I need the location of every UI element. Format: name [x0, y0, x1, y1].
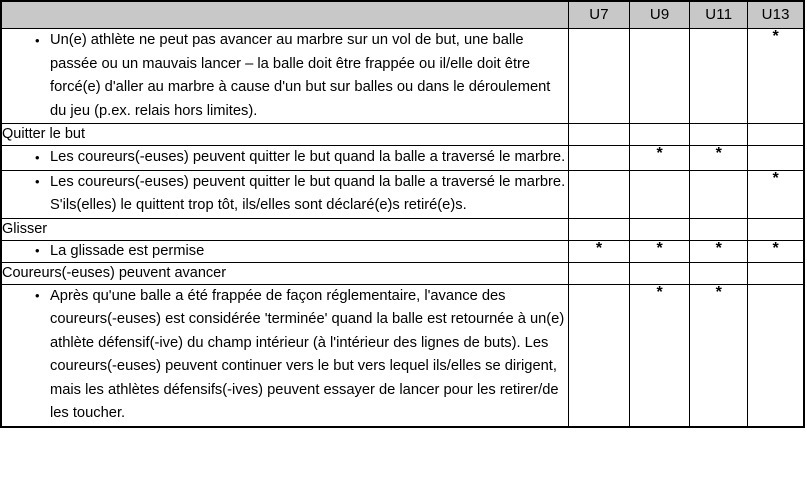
column-header-u11: U11	[690, 1, 748, 29]
mark-cell-u11	[690, 146, 748, 171]
bullet-list	[2, 29, 568, 123]
mark-cell-u9	[630, 146, 690, 171]
mark-cell-u7	[568, 240, 629, 262]
mark-cell-u13	[748, 170, 804, 218]
table-row	[1, 146, 804, 171]
asterisk-mark-icon: *	[772, 239, 779, 257]
rule-description-cell	[1, 146, 568, 171]
section-header-row	[1, 124, 804, 146]
mark-cell-u9	[630, 124, 690, 146]
asterisk-mark-icon: *	[656, 145, 663, 162]
asterisk-mark-icon: *	[595, 239, 603, 257]
bullet-list	[2, 241, 568, 262]
table-body	[1, 29, 804, 427]
column-header-description	[1, 1, 568, 29]
mark-cell-u7	[568, 29, 629, 124]
column-header-u13: U13	[748, 1, 804, 29]
mark-cell-u7	[568, 170, 629, 218]
mark-cell-u11	[690, 262, 748, 284]
mark-cell-u7	[568, 284, 629, 427]
mark-cell-u11	[690, 124, 748, 146]
table-row	[1, 29, 804, 124]
mark-cell-u9	[630, 262, 690, 284]
rule-bullet-item: • Les coureurs(-euses) peuvent quitter le but quand la balle a traversé le marbre. S'ils(elles) le quittent trop tôt, ils/elles sont déclaré(e)s retiré(e)s.	[50, 171, 568, 218]
section-title: Glisser	[1, 218, 568, 240]
mark-cell-u11	[690, 284, 748, 427]
table-row	[1, 240, 804, 262]
column-header-u9: U9	[630, 1, 690, 29]
mark-cell-u7	[568, 146, 629, 171]
rule-bullet-item: • Les coureurs(-euses) peuvent quitter le but quand la balle a traversé le marbre.	[50, 146, 568, 170]
section-header-row	[1, 218, 804, 240]
mark-cell-u13	[748, 29, 804, 124]
mark-cell-u9	[630, 240, 690, 262]
rule-description-cell	[1, 170, 568, 218]
mark-cell-u13	[748, 240, 804, 262]
section-title: Coureurs(-euses) peuvent avancer	[1, 262, 568, 284]
mark-cell-u9	[630, 284, 690, 427]
mark-cell-u11	[690, 218, 748, 240]
rule-bullet-item: • Après qu'une balle a été frappée de façon réglementaire, l'avance des coureurs(-euses) est considérée 'terminée' quand la balle est retournée à un(e) athlète défensif(-ive) du champ intérieur (à l'intérieur des lignes de buts). Les coureurs(-euses) peuvent continuer vers le but vers lequel ils/elles se dirigent, mais les athlètes défensifs(-ives) peuvent essayer de lancer pour les retirer/de les toucher.	[50, 285, 568, 426]
mark-cell-u11	[690, 29, 748, 124]
rule-bullet-item: • Un(e) athlète ne peut pas avancer au marbre sur un vol de but, une balle passée ou un mauvais lancer – la balle doit être frappée ou il/elle doit être forcé(e) d'aller au marbre à cause d'un but sur balles ou dans le déroulement du jeu (p.ex. relais hors limites).	[50, 29, 568, 123]
mark-cell-u13	[748, 218, 804, 240]
column-header-u7: U7	[568, 1, 629, 29]
mark-cell-u7	[568, 262, 629, 284]
mark-cell-u13	[748, 284, 804, 427]
asterisk-mark-icon: *	[715, 239, 722, 257]
rule-bullet-item: • La glissade est permise	[50, 241, 568, 262]
mark-cell-u9	[630, 170, 690, 218]
mark-cell-u9	[630, 29, 690, 124]
table-row	[1, 284, 804, 427]
asterisk-mark-icon: *	[656, 283, 663, 301]
mark-cell-u13	[748, 146, 804, 171]
mark-cell-u13	[748, 262, 804, 284]
rule-description-cell	[1, 29, 568, 124]
rule-description-cell	[1, 240, 568, 262]
bullet-list	[2, 285, 568, 426]
rule-description-cell	[1, 284, 568, 427]
asterisk-mark-icon: *	[656, 239, 663, 257]
bullet-list	[2, 146, 568, 170]
section-header-row	[1, 262, 804, 284]
asterisk-mark-icon: *	[772, 169, 779, 187]
table-header-row	[1, 1, 804, 29]
bullet-list	[2, 171, 568, 218]
mark-cell-u9	[630, 218, 690, 240]
mark-cell-u7	[568, 124, 629, 146]
asterisk-mark-icon: *	[715, 145, 722, 162]
section-title: Quitter le but	[1, 124, 568, 146]
asterisk-mark-icon: *	[715, 283, 722, 301]
mark-cell-u13	[748, 124, 804, 146]
table-row	[1, 170, 804, 218]
mark-cell-u7	[568, 218, 629, 240]
table-header	[1, 1, 804, 29]
asterisk-mark-icon: *	[772, 28, 779, 45]
mark-cell-u11	[690, 170, 748, 218]
mark-cell-u11	[690, 240, 748, 262]
